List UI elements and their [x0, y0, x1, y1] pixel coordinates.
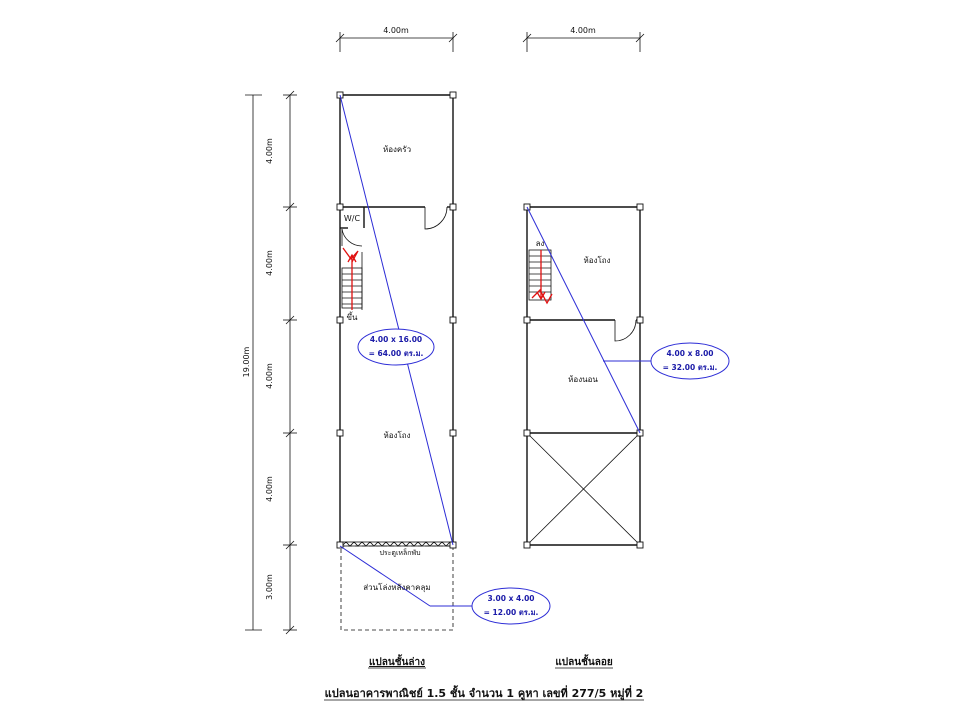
lower-stair	[342, 248, 362, 310]
wc-label: W/C	[343, 214, 361, 223]
total-height-label: 19.00m	[242, 346, 251, 378]
lower-floor-plan	[337, 92, 550, 630]
upper-area-formula: 4.00 x 8.00	[666, 349, 714, 358]
lower-width-dimension	[336, 26, 457, 52]
front-area-label: ส่วนโล่งหลังคาคลุม	[363, 583, 431, 592]
hall-label: ห้องโถง	[383, 431, 411, 440]
upper-stair	[529, 250, 552, 303]
segment-3-label: 4.00m	[265, 363, 274, 389]
bedroom-label: ห้องนอน	[568, 375, 598, 384]
front-area-callout	[430, 588, 550, 624]
front-area-formula: 3.00 x 4.00	[487, 594, 535, 603]
stair-down-label: ลง	[535, 239, 545, 248]
upper-width-label: 4.00m	[570, 26, 596, 35]
drawing-title: แปลนอาคารพาณิชย์ 1.5 ชั้น จำนวน 1 คูหา เลขที่ 277/5 หมู่ที่ 2	[324, 687, 644, 700]
upper-floor-plan	[524, 204, 729, 548]
stair-up-label: ขึ้น	[346, 313, 358, 322]
kitchen-label: ห้องครัว	[382, 145, 412, 154]
upper-width-dimension	[523, 26, 644, 52]
lower-area-result: = 64.00 ตร.ม.	[368, 349, 424, 358]
lower-plan-caption: แปลนชั้นล่าง	[368, 657, 426, 668]
segment-4-label: 4.00m	[265, 476, 274, 502]
upper-hall-label: ห้องโถง	[583, 256, 611, 265]
kitchen-door	[425, 207, 447, 229]
upper-plan-caption: แปลนชั้นลอย	[555, 657, 613, 668]
folding-door-label: ประตูเหล็กพับ	[379, 549, 421, 557]
upper-area-result: = 32.00 ตร.ม.	[662, 363, 718, 372]
segment-2-label: 4.00m	[265, 250, 274, 276]
upper-area-callout	[651, 343, 729, 379]
segment-1-label: 4.00m	[265, 138, 274, 164]
height-dimension	[242, 91, 297, 634]
lower-width-label: 4.00m	[383, 26, 409, 35]
bedroom-door	[615, 320, 636, 341]
lower-area-callout	[358, 329, 434, 365]
lower-area-formula: 4.00 x 16.00	[369, 335, 423, 344]
front-area-result: = 12.00 ตร.ม.	[483, 608, 539, 617]
segment-5-label: 3.00m	[265, 574, 274, 600]
